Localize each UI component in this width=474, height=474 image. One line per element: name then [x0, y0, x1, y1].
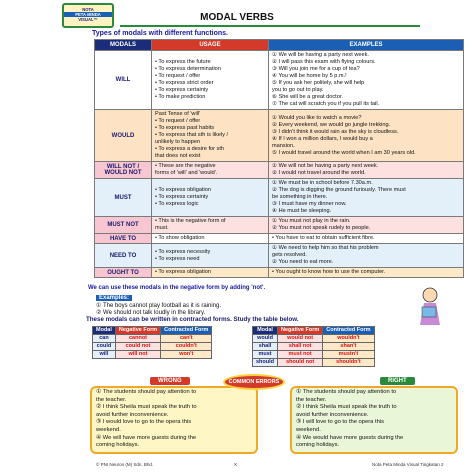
- table-row: [95, 234, 464, 244]
- common-errors-title: COMMON ERRORS: [223, 374, 285, 390]
- modal-word: could: [93, 343, 116, 351]
- example-line: ③ Will you join me for a cup of tea?: [272, 66, 360, 72]
- contracted-form: wouldn't: [323, 335, 374, 343]
- contracted-form: mustn't: [323, 351, 374, 359]
- usage-line: • To express that sth is likely /: [155, 132, 229, 138]
- contracted-form: shouldn't: [323, 359, 374, 367]
- modal-cell: NEED TO: [95, 244, 152, 268]
- usage-line: • To make prediction: [155, 94, 206, 100]
- examples-cell: [269, 51, 464, 110]
- usage-line: • These are the negative: [155, 163, 216, 169]
- negative-form: would not: [278, 335, 323, 343]
- modal-cell: MUST NOT: [95, 217, 152, 234]
- contraction-row: [253, 359, 375, 367]
- footer-copyright: © PNI Neuron (M) Sdn. Bhd.: [96, 462, 154, 467]
- contracted-form: couldn't: [161, 343, 212, 351]
- modal-cell: WILL NOT / WOULD NOT: [95, 162, 152, 179]
- table-row: [95, 110, 464, 162]
- neg-header-negative: Negative Form: [278, 327, 323, 335]
- usage-line: • To express a desire for sth: [155, 146, 225, 152]
- example-line: ⑤ If you ask her politely, she will help: [272, 80, 365, 86]
- usage-cell: [152, 234, 269, 244]
- contraction-row: [253, 351, 375, 359]
- negative-form: shall not: [278, 343, 323, 351]
- example-line: ② I would not travel around the world.: [272, 170, 366, 176]
- reader-illustration: [410, 285, 450, 325]
- modal-word: can: [93, 335, 116, 343]
- example-line: ① We will not be having a party next week.: [272, 163, 379, 169]
- example-line: ③ I must have my dinner now.: [272, 201, 347, 207]
- error-line: the teacher.: [296, 396, 327, 403]
- error-line: ① The students should pay attention to: [96, 389, 197, 395]
- usage-line: that does not exist: [155, 153, 201, 159]
- note-negative: We can use these modals in the negative form by adding 'not'.: [88, 285, 266, 291]
- contraction-right-body: [253, 335, 375, 367]
- contraction-table-right: [252, 326, 375, 367]
- examples-cell: [269, 110, 464, 162]
- example-line: ② You must not speak rudely to people.: [272, 225, 371, 231]
- modal-word: should: [253, 359, 278, 367]
- modal-word: will: [93, 351, 116, 359]
- error-line: avoid further inconvenience.: [96, 411, 169, 418]
- error-line: coming holidays.: [96, 442, 140, 449]
- error-line: weekend.: [296, 427, 321, 433]
- usage-cell: [152, 268, 269, 278]
- example-line: ① Would you like to watch a movie?: [272, 114, 362, 121]
- contraction-row: [253, 335, 375, 343]
- error-line: ② I think Sheila must speak the truth to: [296, 404, 397, 411]
- error-line: ④ We would have more guests during the: [296, 434, 404, 441]
- contracted-form: won't: [161, 351, 212, 359]
- example-line: • You ought to know how to use the computer.: [272, 269, 386, 275]
- example-line: ② Every weekend, we would go jungle trekking.: [272, 121, 391, 128]
- examples-cell: [269, 268, 464, 278]
- example-line: be something in there.: [272, 194, 328, 200]
- usage-line: • To express strict order: [155, 80, 214, 86]
- modal-cell: OUGHT TO: [95, 268, 152, 278]
- example-line: ④ If I won a million dollars, I would buy a: [272, 135, 373, 142]
- usage-line: • To express determination: [155, 66, 221, 72]
- example-line: you to go out to play.: [272, 87, 324, 93]
- usage-line: • To request / offer: [155, 73, 201, 79]
- negative-form: should not: [278, 359, 323, 367]
- usage-line: • To express need: [155, 255, 200, 262]
- contraction-row: [93, 343, 212, 351]
- usage-line: • To express obligation: [155, 187, 211, 193]
- example-line: ② The dog is digging the ground furiously. There must: [272, 187, 406, 193]
- error-line: ② I think Sheila must speak the truth to: [96, 404, 197, 411]
- table-header-row: [95, 40, 464, 51]
- table-row: [95, 268, 464, 278]
- table-row: [95, 217, 464, 234]
- example-line: ② You need to eat more.: [272, 259, 334, 265]
- header-modals: MODALS: [95, 40, 152, 51]
- example-line: ⑤ I would travel around the world when I am 30 years old.: [272, 149, 416, 156]
- error-line: ① The students should pay attention to: [296, 389, 397, 395]
- error-line: avoid further inconvenience.: [296, 411, 369, 418]
- usage-line: must.: [155, 225, 169, 231]
- title-rule: [120, 25, 420, 27]
- contraction-row: [93, 335, 212, 343]
- usage-line: Past Tense of 'will': [155, 111, 201, 117]
- example-line: • You have to eat to obtain sufficient fibre.: [272, 235, 375, 241]
- contraction-left-body: [93, 335, 212, 359]
- usage-line: • To express necessity: [155, 248, 211, 255]
- table-body: [95, 51, 464, 278]
- neg-header-negative: Negative Form: [115, 327, 160, 335]
- note-contracted: These modals can be written in contracted forms. Study the table below.: [86, 316, 299, 323]
- examples-cell: [269, 179, 464, 217]
- example-line: ② I will pass this exam with flying colours.: [272, 59, 376, 65]
- contracted-form: shan't: [323, 343, 374, 351]
- usage-line: • To request / offer: [155, 118, 201, 124]
- example-line: mansion.: [272, 142, 295, 149]
- logo-line3: VISUAL™: [78, 17, 98, 22]
- usage-cell: [152, 217, 269, 234]
- examples-label: Examples:: [96, 295, 132, 301]
- usage-line: forms of 'will' and 'would'.: [155, 170, 218, 176]
- usage-line: • To show obligation: [155, 235, 205, 241]
- example-line: ④ You will be home by 5 p.m.!: [272, 73, 347, 79]
- examples-cell: [269, 217, 464, 234]
- modal-table: [94, 39, 464, 278]
- table-row: [95, 51, 464, 110]
- usage-line: • To express the future: [155, 59, 211, 65]
- example-line: ① We must be in school before 7.30a.m.: [272, 180, 373, 186]
- example-line: ③ I didn't think it would rain as the sky is cloudless.: [272, 128, 399, 135]
- modal-cell: WILL: [95, 51, 152, 110]
- example-line: ① You must not play in the rain.: [272, 218, 351, 224]
- table-row: [95, 162, 464, 179]
- table-row: [95, 244, 464, 268]
- modal-cell: HAVE TO: [95, 234, 152, 244]
- header-usage: USAGE: [152, 40, 269, 51]
- example-line-2: ② We should not talk loudly in the library.: [96, 310, 206, 316]
- contraction-row: [93, 351, 212, 359]
- header-examples: EXAMPLES: [269, 40, 464, 51]
- modal-word: must: [253, 351, 278, 359]
- examples-cell: [269, 244, 464, 268]
- usage-line: • To express logic: [155, 201, 199, 207]
- negative-form: will not: [115, 351, 160, 359]
- example-line: ④ He must be sleeping.: [272, 208, 332, 214]
- example-line-1: ① The boys cannot play football as it is raining.: [96, 303, 222, 309]
- error-line: ③ I would love to go to the opera this: [96, 419, 192, 426]
- error-line: weekend.: [96, 427, 121, 433]
- logo-line2: PETA MINDA: [64, 12, 112, 17]
- examples-cell: [269, 234, 464, 244]
- usage-cell: [152, 179, 269, 217]
- error-line: the teacher.: [96, 396, 127, 403]
- modal-word: shall: [253, 343, 278, 351]
- table-row: [95, 179, 464, 217]
- usage-cell: [152, 110, 269, 162]
- logo-line1: NOTA: [82, 7, 94, 12]
- example-line: ① We need to help him so that his problem: [272, 245, 379, 251]
- example-line: gets resolved.: [272, 252, 307, 258]
- error-line: ④ We will have more guests during the: [96, 434, 197, 441]
- example-line: ① We will be having a party next week.: [272, 52, 369, 58]
- footer-book: Nota Peta Minda Visual Tingkatan 2: [372, 462, 444, 467]
- negative-form: must not: [278, 351, 323, 359]
- usage-line: • To express obligation: [155, 269, 211, 275]
- neg-header-contracted: Contracted Form: [161, 327, 212, 335]
- neg-header-modal: Modal: [253, 327, 278, 335]
- usage-line: unlikely to happen: [155, 139, 201, 145]
- example-line: ⑥ She will be a great doctor.: [272, 94, 343, 100]
- page-title: MODAL VERBS: [200, 12, 274, 23]
- modal-word: would: [253, 335, 278, 343]
- wrong-badge: WRONG: [150, 377, 190, 385]
- usage-line: • To express certainty: [155, 87, 209, 93]
- usage-cell: [152, 162, 269, 179]
- error-line: coming holidays.: [296, 442, 340, 449]
- neg-header-modal: Modal: [93, 327, 116, 335]
- subtitle: Types of modals with different functions.: [92, 30, 228, 37]
- example-line: ⑦ The cat will scratch you if you pull its tail.: [272, 101, 380, 107]
- modal-cell: WOULD: [95, 110, 152, 162]
- neg-header-contracted: Contracted Form: [323, 327, 374, 335]
- right-badge: RIGHT: [380, 377, 415, 385]
- usage-cell: [152, 51, 269, 110]
- usage-line: • This is the negative form of: [155, 218, 226, 224]
- contraction-row: [253, 343, 375, 351]
- modal-cell: MUST: [95, 179, 152, 217]
- usage-cell: [152, 244, 269, 268]
- negative-form: cannot: [115, 335, 160, 343]
- contraction-table-left: [92, 326, 212, 359]
- negative-form: could not: [115, 343, 160, 351]
- error-line: ③ I will love to go to the opera this: [296, 419, 385, 426]
- contracted-form: can't: [161, 335, 212, 343]
- usage-line: • To express certainty: [155, 194, 209, 200]
- examples-cell: [269, 162, 464, 179]
- footer-page: X: [234, 462, 238, 467]
- usage-line: • To express past habits: [155, 125, 215, 131]
